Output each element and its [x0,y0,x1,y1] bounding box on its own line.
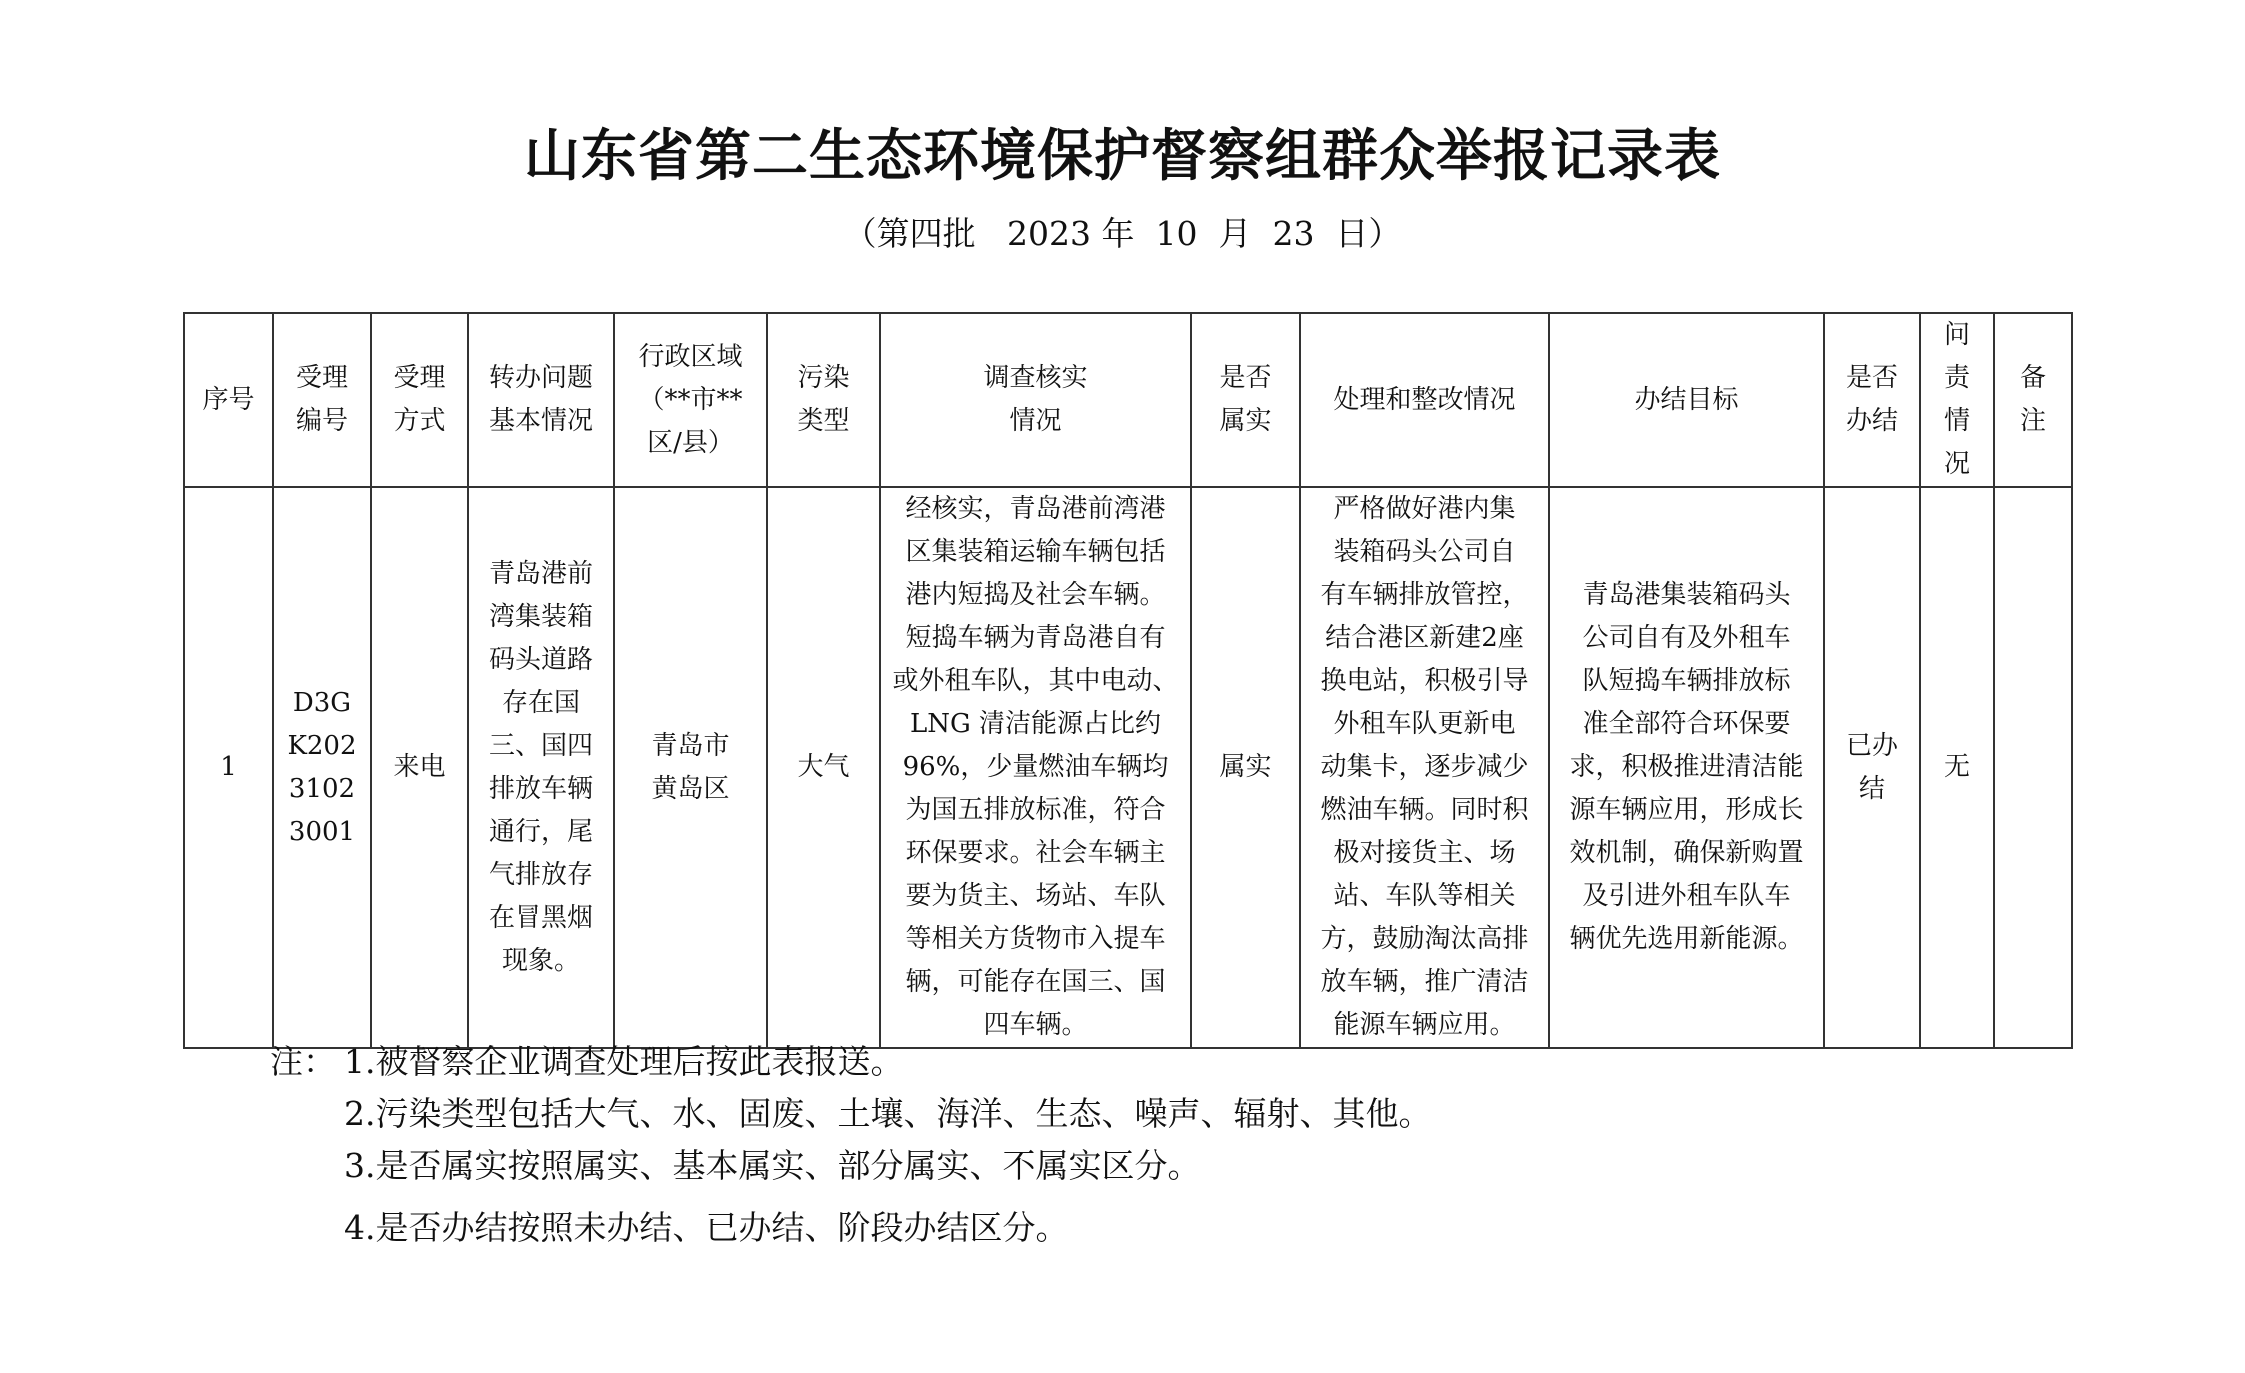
note-text: 2.污染类型包括大气、水、固废、土壤、海洋、生态、噪声、辐射、其他。 [344,1094,1432,1133]
header-goal: 办结目标 [1549,313,1824,487]
cell-issue: 青岛港前 湾集装箱 码头道路 存在国 三、国四 排放车辆 通行，尾 气排放存 在冒黑烟 现象。 [468,487,614,1048]
note-item [270,1140,1432,1192]
header-remarks: 备 注 [1994,313,2072,487]
cell-completed: 已办 结 [1824,487,1920,1048]
header-index: 序号 [184,313,273,487]
header-issue: 转办问题 基本情况 [468,313,614,487]
header-case-id: 受理 编号 [273,313,371,487]
note-item [270,1088,1432,1140]
cell-handling: 严格做好港内集 装箱码头公司自 有车辆排放管控， 结合港区新建2座 换电站，积极引导 外租车队更新电 动集卡，逐步减少 燃油车辆。同时积 极对接货主、场 站、车队等相关 方，鼓励淘汰高排 放车辆，推广清洁 能源车辆应用。 [1300,487,1549,1048]
notes-prefix: 注： [270,1042,336,1081]
table-row [184,487,2072,1048]
cell-verified: 属实 [1191,487,1300,1048]
document-subtitle: （第四批 2023 年 10 月 23 日） [843,214,1402,253]
cell-case-id: D3G K202 3102 3001 [273,487,371,1048]
note-text: 3.是否属实按照属实、基本属实、部分属实、不属实区分。 [344,1146,1201,1185]
header-verified: 是否 属实 [1191,313,1300,487]
header-pollution-type: 污染 类型 [767,313,880,487]
report-table [183,312,2073,1049]
header-accountability: 问 责 情 况 [1920,313,1994,487]
header-handling: 处理和整改情况 [1300,313,1549,487]
cell-pollution-type: 大气 [767,487,880,1048]
header-region: 行政区域 （**市** 区/县） [614,313,767,487]
cell-region: 青岛市 黄岛区 [614,487,767,1048]
cell-remarks [1994,487,2072,1048]
notes-section [270,1036,1432,1254]
cell-goal: 青岛港集装箱码头 公司自有及外租车 队短捣车辆排放标 准全部符合环保要 求，积极推进清洁能 源车辆应用，形成长 效机制，确保新购置 及引进外租车队车 辆优先选用新能源。 [1549,487,1824,1048]
document-title: 山东省第二生态环境保护督察组群众举报记录表 [524,124,1721,189]
cell-index: 1 [184,487,273,1048]
cell-method: 来电 [371,487,468,1048]
note-item [270,1202,1432,1254]
note-text: 4.是否办结按照未办结、已办结、阶段办结区分。 [344,1208,1069,1247]
header-investigation: 调查核实 情况 [880,313,1191,487]
note-text: 1.被督察企业调查处理后按此表报送。 [344,1042,904,1081]
header-method: 受理 方式 [371,313,468,487]
header-completed: 是否 办结 [1824,313,1920,487]
cell-accountability: 无 [1920,487,1994,1048]
note-item [270,1036,1432,1088]
cell-investigation: 经核实，青岛港前湾港 区集装箱运输车辆包括 港内短捣及社会车辆。 短捣车辆为青岛港自有 或外租车队，其中电动、 LNG 清洁能源占比约 96%，少量燃油车辆均 为国五排放标准，符合 环保要求。社会车辆主 要为货主、场站、车队 等相关方货物市入提车 辆，可能存在国三、国 四车辆。 [880,487,1191,1048]
table-header-row [184,313,2072,487]
